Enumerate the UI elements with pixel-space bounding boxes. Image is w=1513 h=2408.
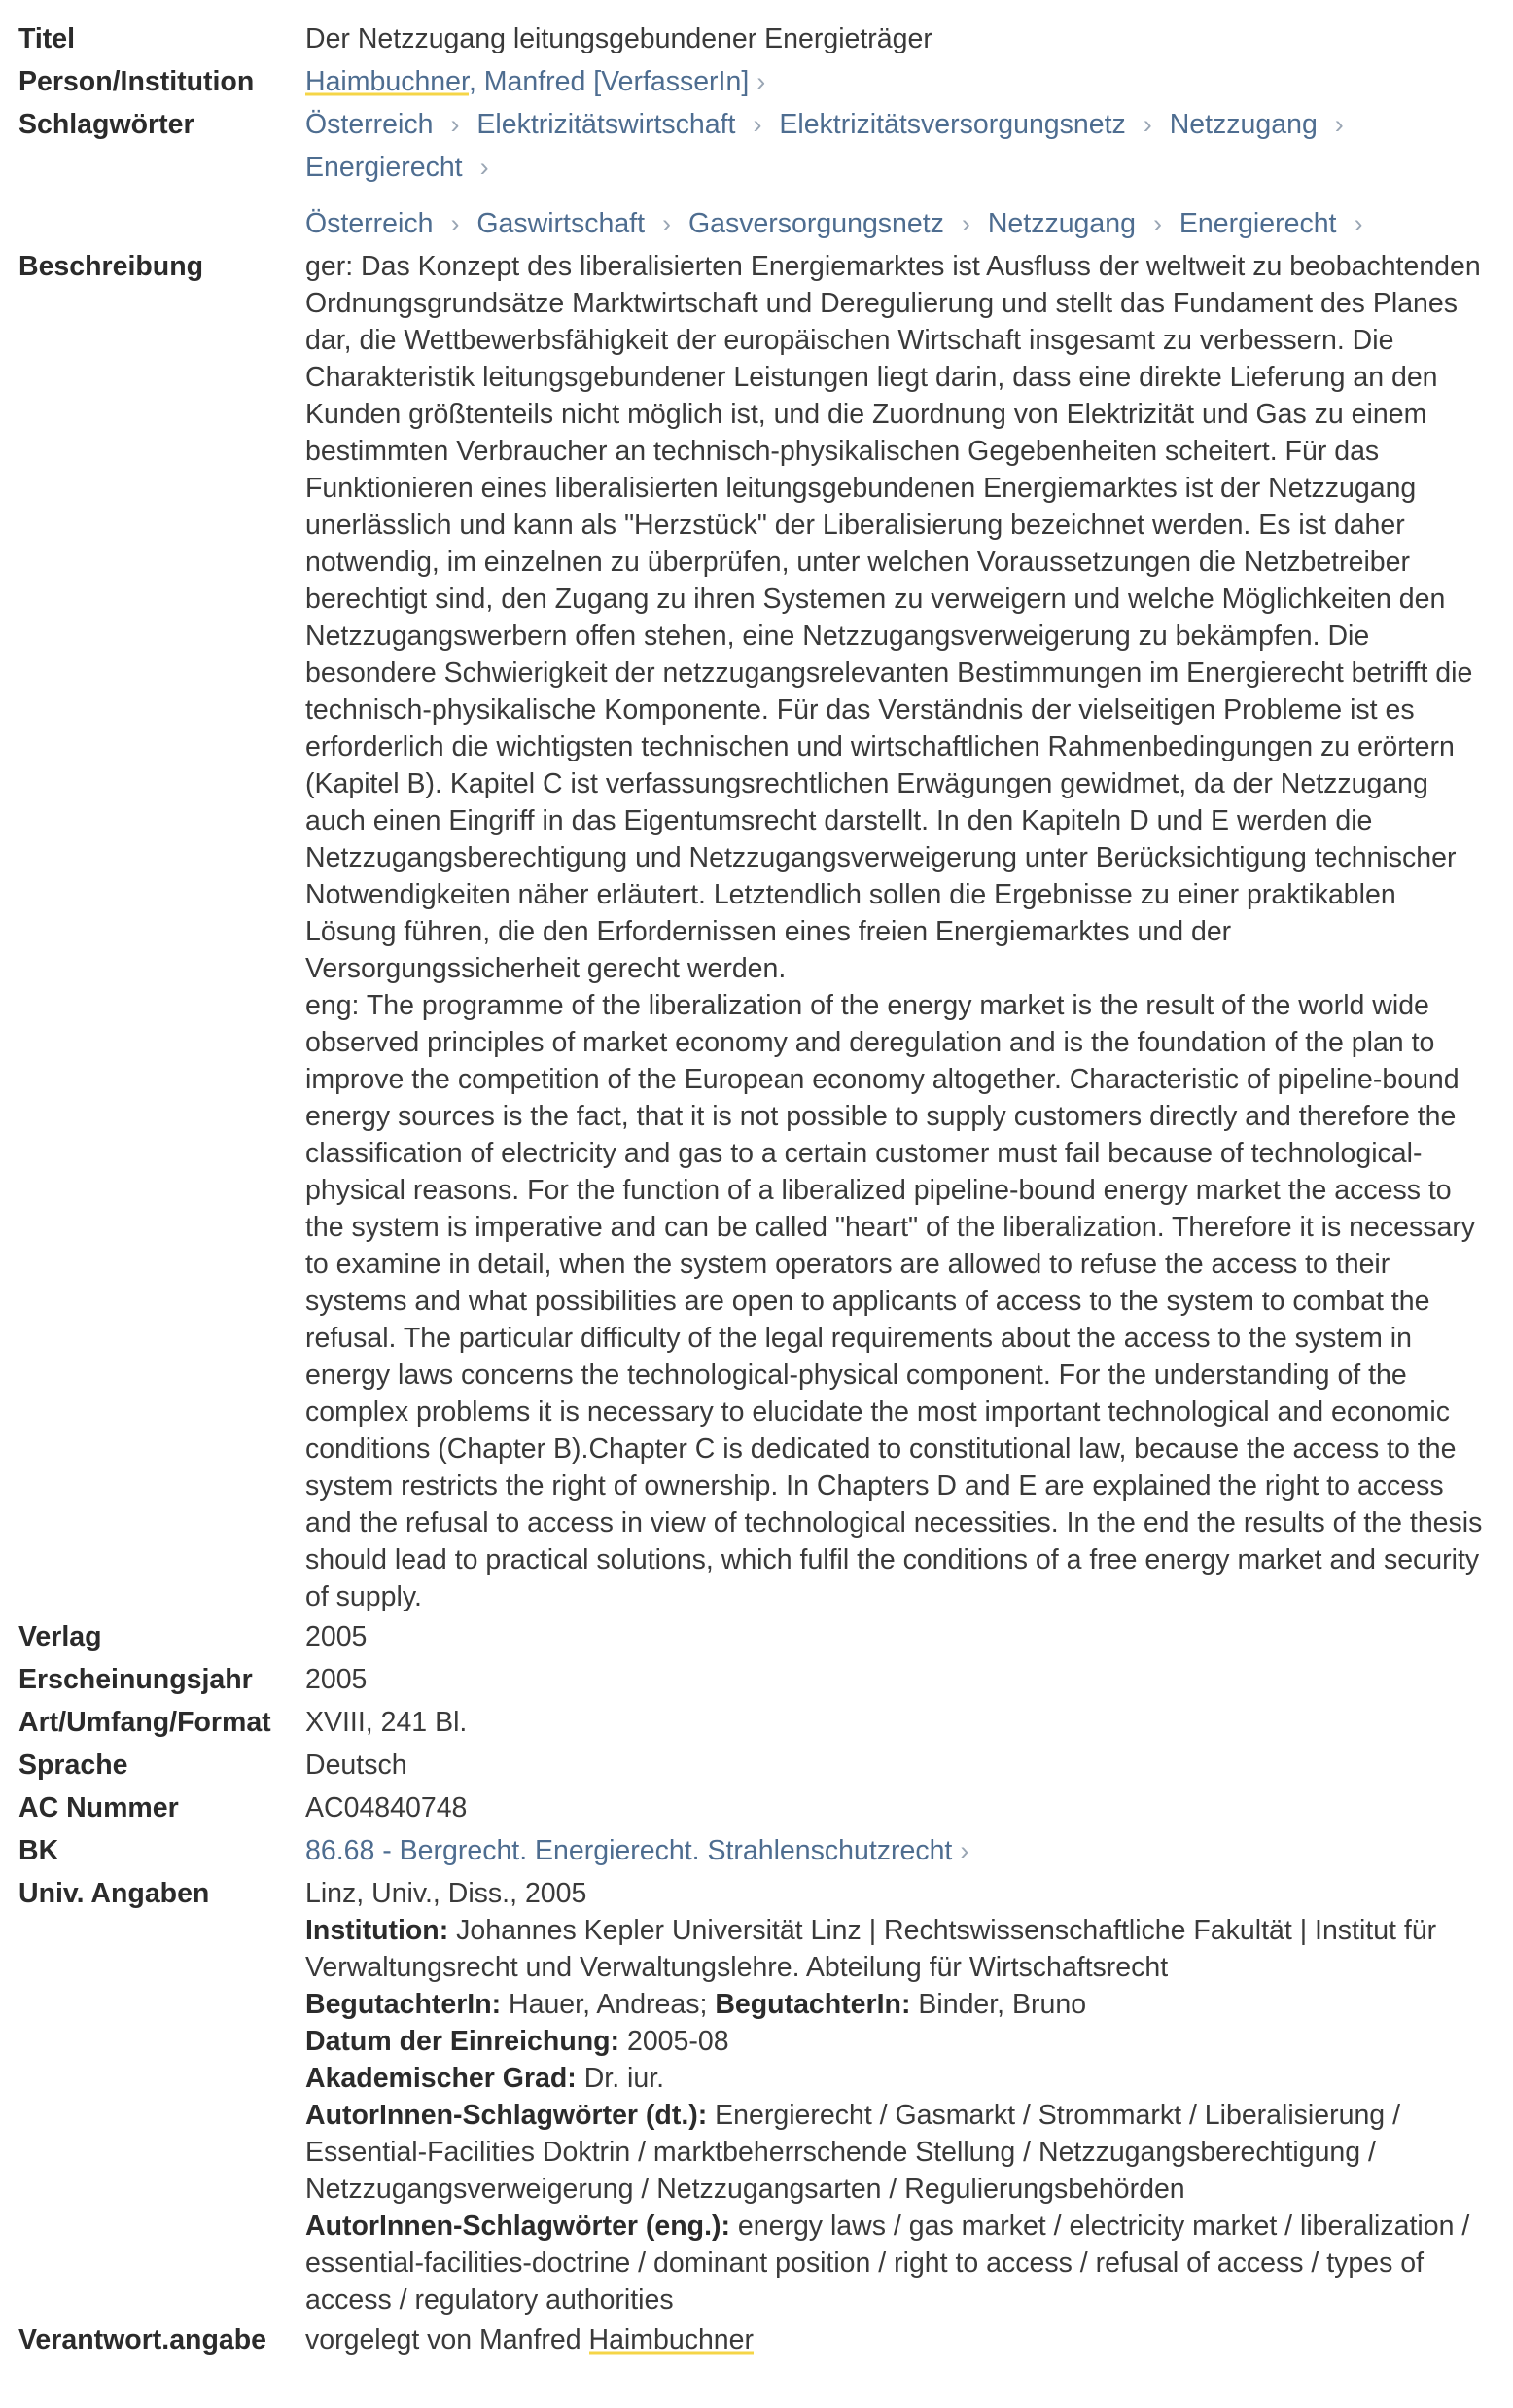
chevron-right-icon: › (1152, 209, 1162, 238)
title-value: Der Netzzugang leitungsgebundener Energieträger (305, 23, 932, 54)
subject-link[interactable]: Energierecht (1179, 208, 1337, 239)
field-label: Titel (18, 23, 76, 54)
subject-link[interactable]: Elektrizitätsversorgungsnetz (779, 109, 1126, 140)
subject-link[interactable]: Österreich (305, 109, 434, 140)
bk-classification-link[interactable]: 86.68 - Bergrecht. Energierecht. Strahlenschutzrecht (305, 1835, 953, 1866)
univ-institution: Institution: Johannes Kepler Universität Linz | Rechtswissenschaftliche Fakultät | Institut für Verwaltungsrecht und Verwaltungslehre. Abteilung für Wirtschaftsrecht (305, 1915, 1437, 1983)
subject-link[interactable]: Energierecht (305, 152, 463, 183)
chevron-right-icon: › (961, 209, 970, 238)
field-format (18, 1701, 1513, 1744)
field-ac-nummer (18, 1787, 1513, 1829)
chevron-right-icon: › (662, 209, 672, 238)
field-label: Univ. Angaben (18, 1878, 210, 1909)
field-label: Beschreibung (18, 251, 204, 282)
field-label: AC Nummer (18, 1792, 179, 1824)
subject-link[interactable]: Gasversorgungsnetz (687, 208, 944, 239)
field-label: Sprache (18, 1750, 128, 1781)
abstract-english: eng: The programme of the liberalization of the energy market is the result of the world wide observed principles of market economy and deregulation and is the foundation of the plan to improve the competition of the European economy altogether. Characteristic of pipeline-bound energy sources is the fact, that it is not possible to supply customers directly and therefore the classification of electricity and gas to a certain customer must fail because of technological-physical reasons. For the function of a liberalized pipeline-bound energy market the access to the system is imperative and can be called "heart" of the liberalization. Therefore it is necessary to examine in detail, when the system operators are allowed to refuse the access to their systems and what possibilities are open to applicants of access to the system to combat the refusal. The particular difficulty of the legal requirements about the access to the system in energy laws concerns the technological-physical component. For the understanding of the complex problems it is necessary to elucidate the most important technological and economic conditions (Chapter B).Chapter C is dedicated to constitutional law, because the access to the system restricts the right of ownership. In Chapters D and E are explained the right to access and the refusal to access in view of technological necessities. In the end the results of the thesis should lead to practical solutions, which fulfil the conditions of a free energy market and security of supply. (305, 990, 1483, 1612)
field-label: Art/Umfang/Format (18, 1707, 271, 1738)
chevron-right-icon: › (1334, 110, 1344, 139)
chevron-right-icon: › (479, 153, 489, 182)
chevron-right-icon: › (960, 1836, 969, 1865)
field-label: Erscheinungsjahr (18, 1664, 253, 1695)
ac-number-value: AC04840748 (305, 1792, 468, 1824)
chevron-right-icon: › (753, 110, 762, 139)
univ-degree: Akademischer Grad: Dr. iur. (305, 2063, 665, 2094)
field-verlag (18, 1615, 1513, 1658)
subject-link[interactable]: Netzzugang (987, 208, 1136, 239)
abstract-german: ger: Das Konzept des liberalisierten Energiemarktes ist Ausfluss der weltweit zu beobachtenden Ordnungsgrundsätze Marktwirtschaft und Deregulierung und stellt das Fundament des Planes dar, die Wettbewerbsfähigkeit der europäischen Wirtschaft insgesamt zu verbessern. Die Charakteristik leitungsgebundener Leistungen liegt darin, dass eine direkte Lieferung an den Kunden größtenteils nicht möglich ist, und die Zuordnung von Elektrizität und Gas zu einem bestimmten Verbraucher an technisch-physikalischen Gegebenheiten scheitert. Für das Funktionieren eines liberalisierten leitungsgebundenen Energiemarktes ist der Netzzugang unerlässlich und kann als "Herzstück" der Liberalisierung bezeichnet werden. Es ist daher notwendig, im einzelnen zu überprüfen, unter welchen Voraussetzungen die Netzbetreiber berechtigt sind, den Zugang zu ihren Systemen zu verweigern und welche Möglichkeiten den Netzzugangswerbern offen stehen, eine Netzzugangsverweigerung zu bekämpfen. Die besondere Schwierigkeit der netzzugangsrelevanten Bestimmungen im Energierecht betrifft die technisch-physikalische Komponente. Für das Verständnis der vielseitigen Probleme ist es erforderlich die wichtigsten technischen und wirtschaftlichen Rahmenbedingungen zu erörtern (Kapitel B). Kapitel C ist verfassungsrechtlichen Erwägungen gewidmet, da der Netzzugang auch einen Eingriff in das Eigentumsrecht darstellt. In den Kapiteln D und E werden die Netzzugangsberechtigung und Netzzugangsverweigerung unter Berücksichtigung technischer Notwendigkeiten näher erläutert. Letztendlich sollen die Ergebnisse zu einer praktikablen Lösung führen, die den Erfordernissen eines freien Energiemarktes und der Versorgungssicherheit gerecht werden. (305, 251, 1481, 984)
field-schlagwoerter (18, 103, 1513, 245)
chevron-right-icon: › (756, 67, 766, 96)
field-label: Person/Institution (18, 66, 255, 97)
field-verantwort (18, 2319, 1513, 2361)
field-erscheinungsjahr (18, 1658, 1513, 1701)
univ-submission-date: Datum der Einreichung: 2005-08 (305, 2026, 729, 2057)
subject-chain (305, 202, 1492, 245)
subject-link[interactable]: Elektrizitätswirtschaft (476, 109, 736, 140)
univ-reviewers: BegutachterIn: Hauer, Andreas; BegutachterIn: Binder, Bruno (305, 1989, 1087, 2020)
field-label: Verantwort.angabe (18, 2324, 266, 2355)
field-person (18, 60, 1513, 103)
chevron-right-icon: › (1143, 110, 1152, 139)
language-value: Deutsch (305, 1750, 407, 1781)
subject-chain (305, 103, 1492, 189)
chevron-right-icon: › (1354, 209, 1363, 238)
field-sprache (18, 1744, 1513, 1787)
univ-keywords-en: AutorInnen-Schlagwörter (eng.): energy laws / gas market / electricity market / liberalization / essential-facilities-doctrine / dominant position / right to access / refusal of access / types of access / regulatory authorities (305, 2211, 1470, 2316)
univ-line: Linz, Univ., Diss., 2005 (305, 1878, 587, 1909)
chevron-right-icon: › (450, 110, 460, 139)
publisher-value: 2005 (305, 1621, 368, 1652)
responsibility-value: vorgelegt von Manfred Haimbuchner (305, 2324, 754, 2355)
subject-link[interactable]: Gaswirtschaft (476, 208, 646, 239)
subject-link[interactable]: Österreich (305, 208, 434, 239)
field-bk (18, 1829, 1513, 1872)
univ-keywords-de: AutorInnen-Schlagwörter (dt.): Energierecht / Gasmarkt / Strommarkt / Liberalisierung / Essential-Facilities Doktrin / marktbeherrschende Stellung / Netzzugangsberechtigung / Netzzugangsverweigerung / Netzzugangsarten / Regulierungsbehörden (305, 2100, 1400, 2205)
field-univ (18, 1872, 1513, 2319)
field-label: Schlagwörter (18, 109, 194, 140)
field-titel (18, 18, 1513, 60)
author-link[interactable]: Haimbuchner, Manfred [VerfasserIn] (305, 66, 750, 97)
subject-link[interactable]: Netzzugang (1169, 109, 1318, 140)
field-beschreibung (18, 245, 1513, 1615)
format-value: XVIII, 241 Bl. (305, 1707, 468, 1738)
field-label: BK (18, 1835, 59, 1866)
highlighted-term: Haimbuchner (305, 66, 469, 97)
year-value: 2005 (305, 1664, 368, 1695)
chevron-right-icon: › (450, 209, 460, 238)
highlighted-term: Haimbuchner (588, 2324, 754, 2355)
field-label: Verlag (18, 1621, 102, 1652)
